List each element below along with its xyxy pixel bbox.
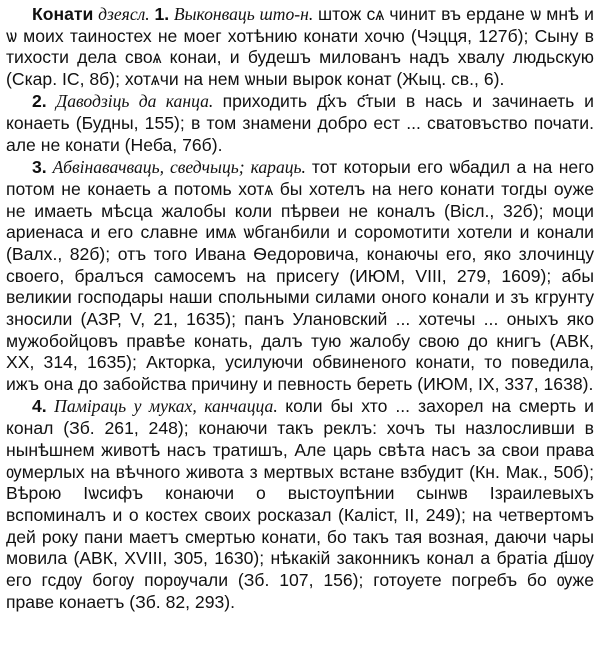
headword: Конати (32, 4, 94, 24)
sense-number: 3. (32, 157, 47, 178)
sense-number: 1. (154, 4, 170, 24)
sense-4-paragraph (6, 396, 594, 613)
sense-citations: штож сѧ чинит въ ердане ѡ мнѣ и ѡ моих таиностех не моег хотѣнию конати хочю (Чэцця, 127б); Сыну в тихости дела своѧ конаи, и будешъ милованъ надъ хвалу людьскую (Скар. ІС, 8б); хотѧчи на нем ѡныи вырок конат (Жыц. св., 6). (6, 4, 594, 90)
sense-gloss: Даводзіць да канца. (56, 91, 214, 112)
sense-gloss: Абвінавачваць, сведчыць; караць. (52, 157, 306, 178)
grammar-label: дзеясл. (98, 4, 150, 24)
sense-3-paragraph (6, 157, 594, 396)
sense-gloss: Выконваць што-н. (173, 4, 314, 24)
sense-1-paragraph (6, 4, 594, 91)
sense-citations: приходить д҃хъ с҃тыи в нась и зачинаеть и конаеть (Будны, 155); в том знамени добро ест ... сватовъство почати. але не конати (Неба, 76б). (6, 91, 594, 155)
sense-citations: коли бы хто ... захорел на смерть и конал (Зб. 261, 248); конаючи такъ реклъ: хочъ ты назлосливши в нынѣшнем животѣ насъ тратишъ, Але царь свѣта насъ за свои права ѹмерлых на вѣчного живота з мертвых встане взбудит (Кн. Мак., 50б); Вѣрою Іѡсифъ конаючи о выстоупѣнии сынѡв Ізраилевыхъ вспоминалъ и о костех своих росказал (Каліст, II, 249); на четвертомъ дей року пани маетъ смертью конати, бо такъ тая возная, даючи чары мовила (АВК, XVIII, 305, 1630); нѣкакій законникъ конал а братіа д҃шѹ его гсдѹ богѹ порѹчали (Зб. 107, 156); готоуете погребъ бо ѹже праве конаетъ (Зб. 82, 293). (6, 396, 594, 612)
sense-number: 4. (32, 396, 47, 417)
sense-number: 2. (32, 91, 47, 112)
sense-gloss: Паміраць у муках, канчацца. (54, 396, 278, 417)
sense-2-paragraph (6, 91, 594, 156)
sense-citations: тот которыи его ѡбадил а на него потом не конаеть а потомь хотѧ бы хотелъ на него конати тогды оуже не имаеть мѣсца жалобы коли пѣрвеи не коналъ (Вісл., 32б); моци ариенаса и его славне имѧ ѡбганбили и соромотити хотели и конали (Валх., 82б); отъ того Ивана Ѳедоровича, конаючы его, яко злочинцу своего, бралъся самосемъ на присегу (ИЮМ, VIII, 279, 1609); абы великии господары наши спольными силами оного конали и зъ кгрунту зносили (АЗР, V, 21, 1635); панъ Улановский ... хотечы ... оныхъ яко мужобойцовъ правѣе конать, далъ тую жалобу свою до книгъ (АВК, XX, 314, 1635); Акторка, усилуючи обвиненого конати, то поведила, ижъ она до забойства причину и певность береть (ИЮМ, IX, 337, 1638). (6, 157, 595, 395)
